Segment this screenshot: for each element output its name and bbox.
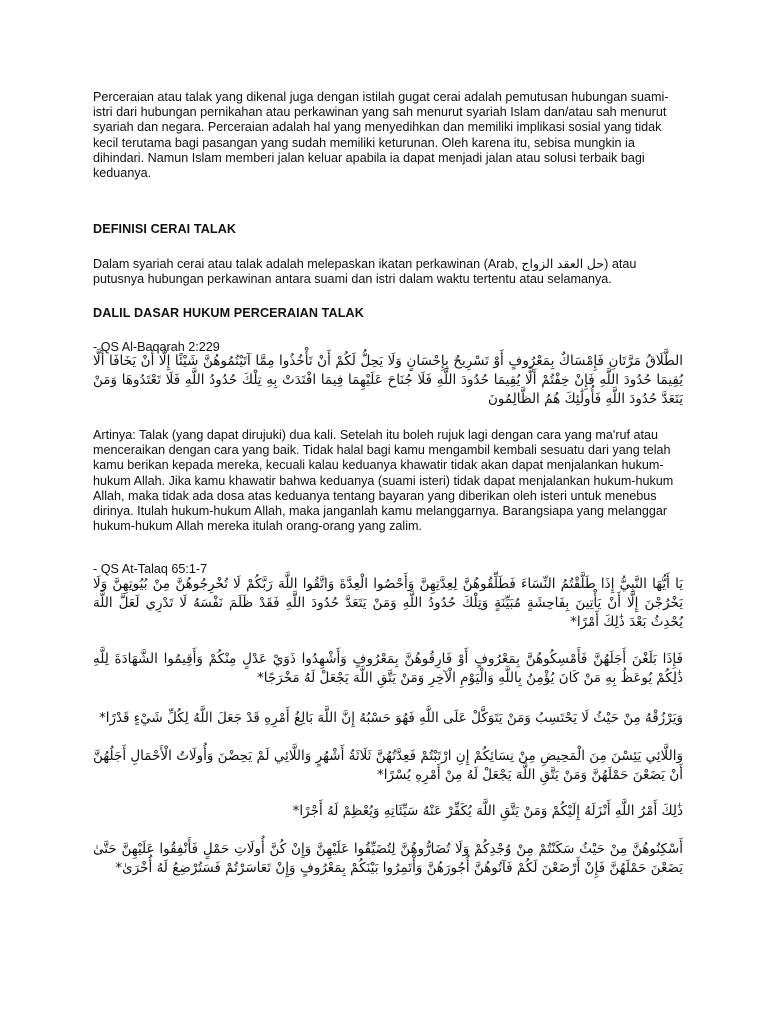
arabic-talaq-verse-5: ذَٰلِكَ أَمْرُ اللَّهِ أَنْزَلَهُ إِلَيْكُمْ وَمَنْ يَتَّقِ اللَّهَ يُكَفِّرْ عَنْهُ سَيِّئَاتِهِ وَيُعْظِمْ لَهُ أَجْرًا* <box>292 803 683 819</box>
ref-baqarah: - QS Al-Baqarah 2:229 <box>93 340 220 354</box>
arabic-talaq-verse-4: وَاللَّائِي يَئِسْنَ مِنَ الْمَحِيضِ مِنْ نِسَائِكُمْ إِنِ ارْتَبْتُمْ فَعِدَّتُهُنَّ ثَلَاثَةُ أَشْهُرٍ وَاللَّائِي لَمْ يَحِضْنَ وَأُولَاتُ الْأَحْمَالِ أَجَلُهُنَّ أَنْ يَضَعْنَ حَمْلَهُنَّ وَمَنْ يَتَّقِ اللَّهَ يَجْعَلْ لَهُ مِنْ أَمْرِهِ يُسْرًا* <box>93 748 683 783</box>
arabic-baqarah: الطَّلَاقُ مَرَّتَانِ فَإِمْسَاكٌ بِمَعْرُوفٍ أَوْ تَسْرِيحٌ بِإِحْسَانٍ وَلَا يَحِلُّ لَكُمْ أَنْ تَأْخُذُوا مِمَّا آتَيْتُمُوهُنَّ شَيْئًا إِلَّا أَنْ يَخَافَا أَلَّا يُقِيمَا حُدُودَ اللَّهِ فَإِنْ خِفْتُمْ أَلَّا يُقِيمَا حُدُودَ اللَّهِ فَلَا جُنَاحَ عَلَيْهِمَا فِيمَا افْتَدَتْ بِهِ تِلْكَ حُدُودُ اللَّهِ فَلَا تَعْتَدُوهَا وَمَنْ يَتَعَدَّ حُدُودَ اللَّهِ فَأُولَٰئِكَ هُمُ الظَّالِمُونَ <box>93 353 683 407</box>
arabic-talaq-verse-1: يَا أَيُّهَا النَّبِيُّ إِذَا طَلَّقْتُمُ النِّسَاءَ فَطَلِّقُوهُنَّ لِعِدَّتِهِنَّ وَأَحْصُوا الْعِدَّةَ وَاتَّقُوا اللَّهَ رَبَّكُمْ لَا تُخْرِجُوهُنَّ مِنْ بُيُوتِهِنَّ وَلَا يَخْرُجْنَ إِلَّا أَنْ يَأْتِينَ بِفَاحِشَةٍ مُبَيِّنَةٍ وَتِلْكَ حُدُودُ اللَّهِ وَمَنْ يَتَعَدَّ حُدُودَ اللَّهِ فَقَدْ ظَلَمَ نَفْسَهُ لَا تَدْرِي لَعَلَّ اللَّهَ يُحْدِثُ بَعْدَ ذَٰلِكَ أَمْرًا* <box>93 576 683 630</box>
translation-baqarah: Artinya: Talak (yang dapat dirujuki) dua kali. Setelah itu boleh rujuk lagi dengan cara yang ma'ruf atau menceraikan dengan cara yang baik. Tidak halal bagi kamu mengambil kembali sesuatu dari yang telah kamu berikan kepada mereka, kecuali kalau keduanya khawatir tidak akan dapat menjalankan hukum-hukum Allah. Jika kamu khawatir bahwa keduanya (suami isteri) tidak dapat menjalankan hukum-hukum Allah, maka tidak ada dosa atas keduanya tentang bayaran yang diberikan oleh isteri untuk menebus dirinya. Itulah hukum-hukum Allah, maka janganlah kamu melanggarnya. Barangsiapa yang melanggar hukum-hukum Allah mereka itulah orang-orang yang zalim. <box>93 428 674 534</box>
heading-dalil: DALIL DASAR HUKUM PERCERAIAN TALAK <box>93 306 364 320</box>
intro-paragraph: Perceraian atau talak yang dikenal juga dengan istilah gugat cerai adalah pemutusan hubungan suami-istri dari hubungan pernikahan atau perkawinan yang sah menurut syariah Islam dan/atau sah menurut syariah dan negara. Perceraian adalah hal yang menyedihkan dan memiliki implikasi sosial yang tidak kecil terutama bagi pasangan yang sudah memiliki keturunan. Oleh karena itu, sebisa mungkin ia dihindari. Namun Islam memberi jalan keluar apabila ia dapat menjadi jalan atau solusi terbaik bagi keduanya. <box>93 90 669 181</box>
heading-definisi: DEFINISI CERAI TALAK <box>93 222 237 236</box>
arabic-talaq-verse-3: وَيَرْزُقْهُ مِنْ حَيْثُ لَا يَحْتَسِبُ وَمَنْ يَتَوَكَّلْ عَلَى اللَّهِ فَهُوَ حَسْبُهُ إِنَّ اللَّهَ بَالِغُ أَمْرِهِ قَدْ جَعَلَ اللَّهُ لِكُلِّ شَيْءٍ قَدْرًا* <box>98 710 683 726</box>
definisi-paragraph: Dalam syariah cerai atau talak adalah melepaskan ikatan perkawinan (Arab, حل العقد الزواج) atau putusnya hubungan perkawinan antara suami dan istri dalam waktu tertentu atau selamanya. <box>93 257 637 287</box>
arabic-talaq-verse-6: أَسْكِنُوهُنَّ مِنْ حَيْثُ سَكَنْتُمْ مِنْ وُجْدِكُمْ وَلَا تُضَارُّوهُنَّ لِتُضَيِّقُوا عَلَيْهِنَّ وَإِنْ كُنَّ أُولَاتِ حَمْلٍ فَأَنْفِقُوا عَلَيْهِنَّ حَتَّىٰ يَضَعْنَ حَمْلَهُنَّ فَإِنْ أَرْضَعْنَ لَكُمْ فَآتُوهُنَّ أُجُورَهُنَّ وَأْتَمِرُوا بَيْنَكُمْ بِمَعْرُوفٍ وَإِنْ تَعَاسَرْتُمْ فَسَتُرْضِعُ لَهُ أُخْرَىٰ* <box>93 841 683 876</box>
arabic-talaq-verse-2: فَإِذَا بَلَغْنَ أَجَلَهُنَّ فَأَمْسِكُوهُنَّ بِمَعْرُوفٍ أَوْ فَارِقُوهُنَّ بِمَعْرُوفٍ وَأَشْهِدُوا ذَوَيْ عَدْلٍ مِنْكُمْ وَأَقِيمُوا الشَّهَادَةَ لِلَّهِ ذَٰلِكُمْ يُوعَظُ بِهِ مَنْ كَانَ يُؤْمِنُ بِاللَّهِ وَالْيَوْمِ الْآخِرِ وَمَنْ يَتَّقِ اللَّهَ يَجْعَلْ لَهُ مَخْرَجًا* <box>93 651 683 686</box>
ref-talaq: - QS At-Talaq 65:1-7 <box>93 562 208 576</box>
